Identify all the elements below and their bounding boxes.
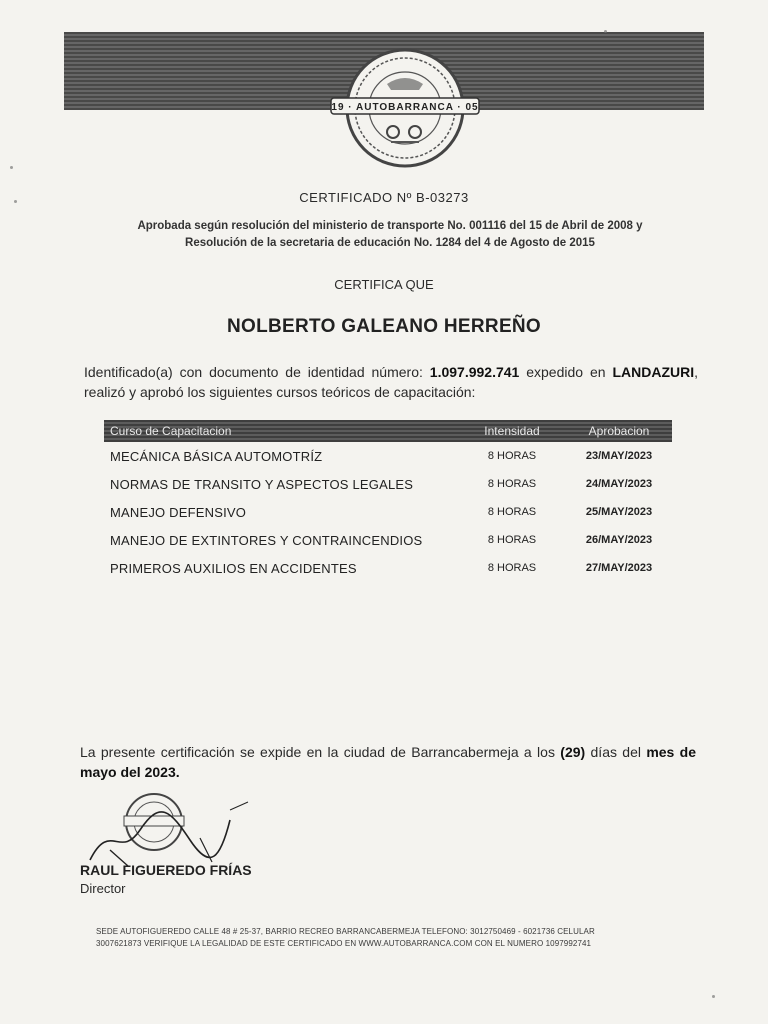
scan-speck	[712, 995, 715, 998]
course-intensity: 8 HORAS	[487, 506, 537, 518]
issued-city: LANDAZURI	[612, 364, 695, 380]
intro-text-1: Identificado(a) con documento de identidad número:	[84, 364, 430, 380]
scan-speck	[604, 30, 607, 33]
closing-text-2: días del	[585, 744, 647, 760]
autobarranca-seal-logo	[325, 44, 485, 172]
column-header-intensity: Intensidad	[458, 420, 566, 442]
footer-line-1: SEDE AUTOFIGUEREDO CALLE 48 # 25-37, BARRIO RECREO BARRANCABERMEJA TELEFONO: 3012750469 - 6021736 CELULAR	[96, 927, 595, 936]
scan-speck	[10, 166, 13, 169]
course-name: NORMAS DE TRANSITO Y ASPECTOS LEGALES	[110, 476, 414, 492]
closing-days: (29)	[560, 744, 586, 760]
course-approval-date: 24/MAY/2023	[585, 478, 653, 490]
intro-text-3: , realizó y aprobó los siguientes cursos teóricos de capacitación:	[84, 364, 698, 400]
table-row	[104, 498, 672, 526]
approval-line-2: Resolución de la secretaria de educación No. 1284 del 4 de Agosto de 2015	[185, 237, 595, 249]
approval-line-1: Aprobada según resolución del ministerio de transporte No. 001116 del 15 de Abril de 2008 y	[137, 220, 643, 232]
course-intensity: 8 HORAS	[487, 450, 537, 462]
closing-text-1: La presente certificación se expide en la ciudad de Barrancabermeja a los	[80, 744, 561, 760]
column-header-course: Curso de Capacitacion	[104, 420, 458, 442]
table-row	[104, 470, 672, 498]
footer-line-2: 3007621873 VERIFIQUE LA LEGALIDAD DE ESTE CERTIFICADO EN WWW.AUTOBARRANCA.COM CON EL NUMERO 1097992741	[96, 939, 592, 948]
svg-text:19 · AUTOBARRANCA · 05: 19 · AUTOBARRANCA · 05	[331, 102, 479, 113]
scan-speck	[14, 200, 17, 203]
approval-resolution	[90, 218, 690, 252]
course-intensity: 8 HORAS	[487, 478, 537, 490]
certificate-title: CERTIFICADO Nº B-03273	[299, 190, 469, 205]
closing-paragraph	[80, 742, 696, 782]
course-name: MANEJO DEFENSIVO	[110, 504, 247, 520]
column-header-approval: Aprobacion	[566, 420, 672, 442]
table-header-row	[104, 420, 672, 442]
signer-title: Director	[80, 881, 126, 896]
certifica-que-label: CERTIFICA QUE	[334, 277, 434, 292]
identification-paragraph	[84, 362, 698, 402]
signer-name: RAUL FIGUEREDO FRÍAS	[80, 862, 252, 878]
course-approval-date: 25/MAY/2023	[585, 506, 653, 518]
course-approval-date: 26/MAY/2023	[585, 534, 653, 546]
table-row	[104, 526, 672, 554]
course-approval-date: 27/MAY/2023	[585, 562, 653, 574]
course-name: MECÁNICA BÁSICA AUTOMOTRÍZ	[110, 448, 323, 464]
intro-text-2: expedido en	[519, 364, 613, 380]
course-name: MANEJO DE EXTINTORES Y CONTRAINCENDIOS	[110, 532, 423, 548]
id-number: 1.097.992.741	[429, 364, 520, 380]
table-row	[104, 442, 672, 470]
course-approval-date: 23/MAY/2023	[585, 450, 653, 462]
course-name: PRIMEROS AUXILIOS EN ACCIDENTES	[110, 560, 357, 576]
footer-contact-info	[96, 926, 686, 950]
courses-table	[104, 420, 672, 582]
course-intensity: 8 HORAS	[487, 534, 537, 546]
certified-person-name: NOLBERTO GALEANO HERREÑO	[226, 316, 542, 337]
closing-month-year: mes de mayo del 2023.	[80, 744, 696, 780]
signature-with-stamp	[80, 790, 260, 870]
course-intensity: 8 HORAS	[487, 562, 537, 574]
table-row	[104, 554, 672, 582]
